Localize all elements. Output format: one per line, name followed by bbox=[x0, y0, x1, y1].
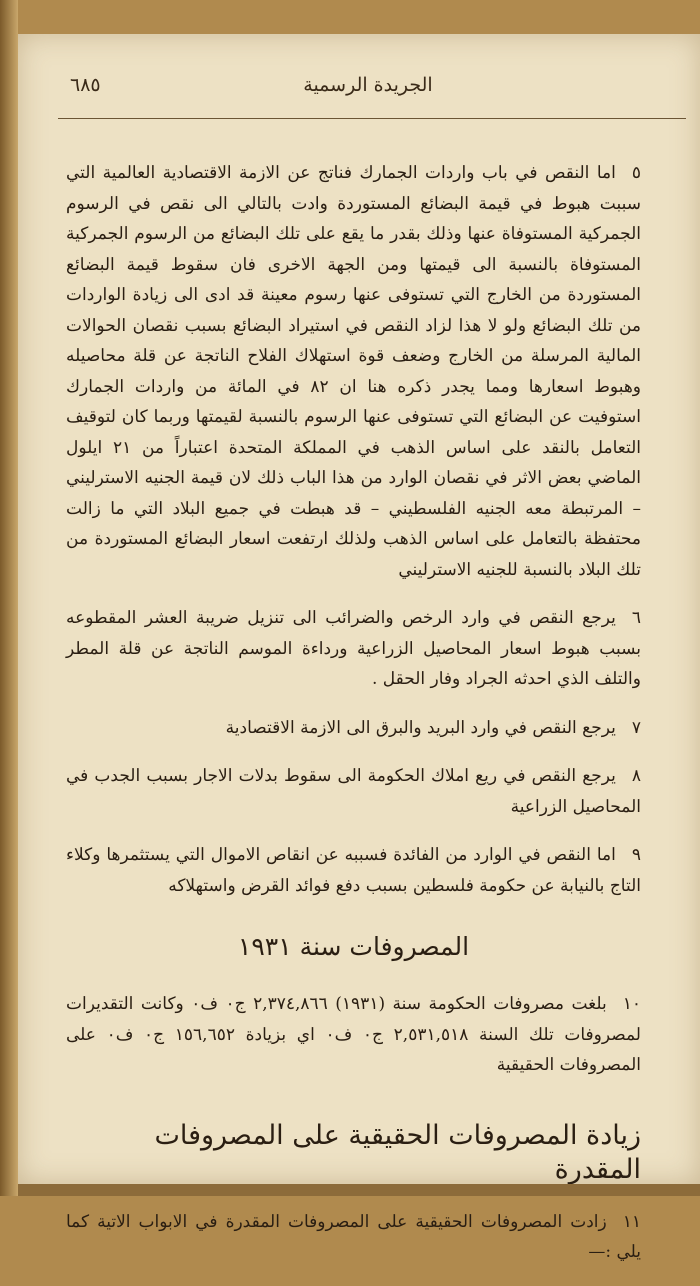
paragraph-8 bbox=[66, 761, 641, 822]
book-gutter bbox=[0, 0, 18, 1196]
running-title: الجريدة الرسمية bbox=[303, 74, 433, 96]
document-page bbox=[18, 34, 700, 1262]
paragraph-text: اما النقص في باب واردات الجمارك فناتج عن الازمة الاقتصادية العالمية التي سببت هبوط في قيمة البضائع المستوردة وادت بالتالي الى نقص في الرسوم الجمركية المستوفاة عنها وذلك بقدر ما يقع على تلك البضائع من الرسوم الجمركية المستوفاة بالنسبة الى قيمتها ومن الجهة الاخرى فان سقوط قيمة البضائع المستوردة من الخارج التي تستوفى عنها رسوم معينة قد ادى الى زيادة الواردات من تلك البضائع ولو لا هذا لزاد النقص في استيراد البضائع بسبب نقصان الحوالات المالية المرسلة من الخارج وضعف قوة استهلاك الفلاح الناتجة عن قلة محاصيله وهبوط اسعارها ومما يجدر ذكره هنا ان ٨٢ في المائة من واردات الجمارك استوفيت عن البضائع التي تستوفى عنها الرسوم بالنسبة لقيمتها وربما كان لتوقيف التعامل بالنقد على اساس الذهب في المملكة المتحدة اعتباراً من ٢١ ايلول الماضي بعض الاثر في نقصان الوارد من هذا الباب ذلك لان قيمة الجنيه الاسترليني – المرتبطة معه الجنيه الفلسطيني – قد هبطت في جميع البلاد التي ما زالت محتفظة بالتعامل على اساس الذهب ولذلك ارتفعت اسعار البضائع المستوردة من تلك البلاد بالنسبة للجنيه الاسترليني bbox=[66, 163, 642, 580]
header-rule bbox=[58, 118, 686, 119]
paragraph-9 bbox=[66, 840, 641, 901]
section-heading-excess: زيادة المصروفات الحقيقية على المصروفات المقدرة bbox=[154, 1119, 641, 1185]
body-text bbox=[66, 158, 641, 1286]
paragraph-text: اما النقص في الوارد من الفائدة فسببه عن انقاص الاموال التي يستثمرها وكلاء التاج بالنيابة عن حكومة فلسطين بسبب دفع فوائد القرض واستهلاكه bbox=[66, 845, 641, 896]
paragraph-5 bbox=[66, 158, 641, 585]
paragraph-number: ١١ bbox=[622, 1211, 641, 1232]
paragraph-text: زادت المصروفات الحقيقية على المصروفات المقدرة في الابواب الاتية كما يلي :— bbox=[66, 1211, 641, 1262]
paragraph-7 bbox=[66, 713, 641, 744]
paragraph-number: ١٠ bbox=[622, 994, 641, 1014]
page-bottom-edge bbox=[18, 1184, 700, 1196]
paragraph-number: ٦ bbox=[631, 608, 641, 628]
page-number: ٦٨٥ bbox=[70, 74, 101, 96]
paragraph-number: ٧ bbox=[631, 717, 641, 738]
paragraph-text: يرجع النقص في ريع املاك الحكومة الى سقوط بدلات الاجار بسبب الجدب في المحاصيل الزراعية bbox=[66, 766, 641, 817]
paragraph-number: ٨ bbox=[631, 766, 641, 786]
paragraph-text: يرجع النقص في وارد البريد والبرق الى الازمة الاقتصادية bbox=[225, 717, 616, 738]
paragraph-number: ٥ bbox=[631, 163, 641, 183]
paragraph-10 bbox=[66, 989, 641, 1081]
paragraph-text: يرجع النقص في وارد الرخص والضرائب الى تنزيل ضريبة العشر المقطوعه بسبب هبوط اسعار المحاصيل الزراعية ورداءة الموسم الناتجة عن قلة المطر والتلف الذي احدثه الجراد وفار الحقل . bbox=[66, 608, 641, 689]
paragraph-11 bbox=[66, 1207, 641, 1268]
paragraph-text: بلغت مصروفات الحكومة سنة (١٩٣١) ٢,٣٧٤,٨٦٦ ج٠ ف٠ وكانت التقديرات لمصروفات تلك السنة ٢,٥٣١,٥١٨ ج٠ ف٠ اي بزيادة ١٥٦,٦٥٢ ج٠ ف٠ على المصروفات الحقيقية bbox=[66, 994, 641, 1075]
section-heading-expenditure: المصروفات سنة ١٩٣١ bbox=[237, 932, 470, 961]
paragraph-number: ٩ bbox=[631, 845, 641, 865]
paragraph-6 bbox=[66, 603, 641, 695]
